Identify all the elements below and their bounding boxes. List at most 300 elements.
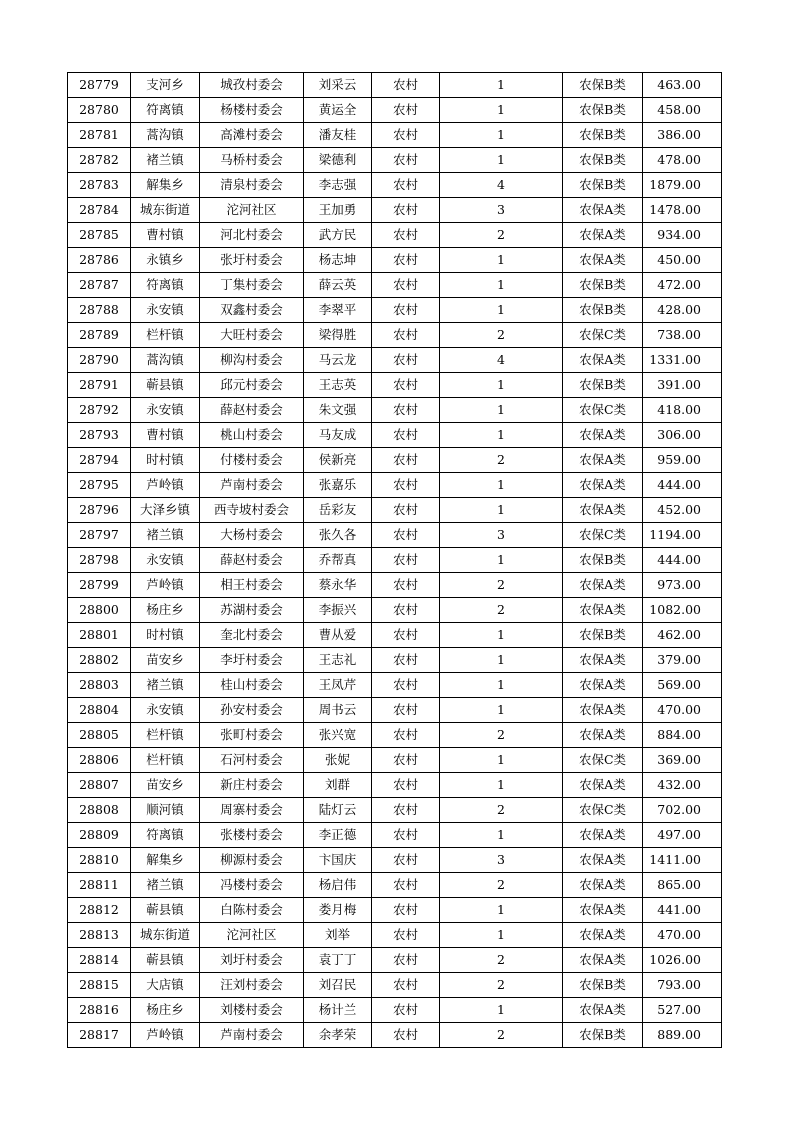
insurance-category-cell: 农保A类 [563, 873, 643, 898]
village-committee-cell: 清泉村委会 [200, 173, 304, 198]
area-type-cell: 农村 [372, 248, 440, 273]
township-cell: 永安镇 [131, 398, 200, 423]
table-row [68, 923, 722, 948]
person-name-cell: 梁得胜 [304, 323, 372, 348]
amount-cell: 527.00 [643, 998, 722, 1023]
table-row [68, 698, 722, 723]
record-id-cell: 28811 [68, 873, 131, 898]
township-cell: 栏杆镇 [131, 748, 200, 773]
amount-cell: 386.00 [643, 123, 722, 148]
area-type-cell: 农村 [372, 898, 440, 923]
person-name-cell: 刘群 [304, 773, 372, 798]
record-id-cell: 28816 [68, 998, 131, 1023]
person-name-cell: 张嘉乐 [304, 473, 372, 498]
amount-cell: 391.00 [643, 373, 722, 398]
village-committee-cell: 大旺村委会 [200, 323, 304, 348]
area-type-cell: 农村 [372, 123, 440, 148]
village-committee-cell: 双鑫村委会 [200, 298, 304, 323]
record-id-cell: 28799 [68, 573, 131, 598]
amount-cell: 1026.00 [643, 948, 722, 973]
amount-cell: 1411.00 [643, 848, 722, 873]
area-type-cell: 农村 [372, 598, 440, 623]
insurance-category-cell: 农保A类 [563, 648, 643, 673]
amount-cell: 306.00 [643, 423, 722, 448]
area-type-cell: 农村 [372, 498, 440, 523]
amount-cell: 1478.00 [643, 198, 722, 223]
insurance-category-cell: 农保B类 [563, 373, 643, 398]
amount-cell: 458.00 [643, 98, 722, 123]
village-committee-cell: 西寺坡村委会 [200, 498, 304, 523]
household-count-cell: 2 [440, 723, 563, 748]
area-type-cell: 农村 [372, 998, 440, 1023]
area-type-cell: 农村 [372, 673, 440, 698]
table-row [68, 648, 722, 673]
village-committee-cell: 刘楼村委会 [200, 998, 304, 1023]
person-name-cell: 武方民 [304, 223, 372, 248]
person-name-cell: 蔡永华 [304, 573, 372, 598]
village-committee-cell: 桃山村委会 [200, 423, 304, 448]
person-name-cell: 岳彩友 [304, 498, 372, 523]
township-cell: 蕲县镇 [131, 373, 200, 398]
household-count-cell: 2 [440, 448, 563, 473]
insurance-category-cell: 农保A类 [563, 723, 643, 748]
record-id-cell: 28802 [68, 648, 131, 673]
table-row [68, 873, 722, 898]
insurance-category-cell: 农保C类 [563, 398, 643, 423]
township-cell: 蒿沟镇 [131, 123, 200, 148]
table-row [68, 98, 722, 123]
amount-cell: 444.00 [643, 473, 722, 498]
table-row [68, 848, 722, 873]
record-id-cell: 28780 [68, 98, 131, 123]
amount-cell: 865.00 [643, 873, 722, 898]
amount-cell: 463.00 [643, 73, 722, 98]
household-count-cell: 1 [440, 773, 563, 798]
village-committee-cell: 芦南村委会 [200, 1023, 304, 1048]
record-id-cell: 28779 [68, 73, 131, 98]
person-name-cell: 潘友桂 [304, 123, 372, 148]
table-row [68, 748, 722, 773]
record-id-cell: 28817 [68, 1023, 131, 1048]
table-row [68, 223, 722, 248]
village-committee-cell: 苏湖村委会 [200, 598, 304, 623]
person-name-cell: 娄月梅 [304, 898, 372, 923]
person-name-cell: 杨志坤 [304, 248, 372, 273]
household-count-cell: 2 [440, 323, 563, 348]
insurance-category-cell: 农保A类 [563, 948, 643, 973]
person-name-cell: 刘采云 [304, 73, 372, 98]
amount-cell: 450.00 [643, 248, 722, 273]
insurance-category-cell: 农保C类 [563, 798, 643, 823]
record-id-cell: 28797 [68, 523, 131, 548]
insurance-category-cell: 农保A类 [563, 673, 643, 698]
table-row [68, 323, 722, 348]
record-id-cell: 28781 [68, 123, 131, 148]
table-row [68, 198, 722, 223]
area-type-cell: 农村 [372, 448, 440, 473]
table-row [68, 123, 722, 148]
amount-cell: 441.00 [643, 898, 722, 923]
township-cell: 褚兰镇 [131, 523, 200, 548]
household-count-cell: 3 [440, 848, 563, 873]
table-row [68, 798, 722, 823]
record-id-cell: 28806 [68, 748, 131, 773]
insurance-category-cell: 农保B类 [563, 173, 643, 198]
amount-cell: 428.00 [643, 298, 722, 323]
insurance-category-cell: 农保B类 [563, 73, 643, 98]
township-cell: 曹村镇 [131, 423, 200, 448]
village-committee-cell: 石河村委会 [200, 748, 304, 773]
village-committee-cell: 李圩村委会 [200, 648, 304, 673]
insurance-category-cell: 农保B类 [563, 98, 643, 123]
person-name-cell: 梁德利 [304, 148, 372, 173]
record-id-cell: 28794 [68, 448, 131, 473]
household-count-cell: 1 [440, 498, 563, 523]
amount-cell: 934.00 [643, 223, 722, 248]
insurance-category-cell: 农保A类 [563, 498, 643, 523]
insurance-category-cell: 农保B类 [563, 273, 643, 298]
record-id-cell: 28796 [68, 498, 131, 523]
township-cell: 符离镇 [131, 98, 200, 123]
table-row [68, 548, 722, 573]
table-row [68, 473, 722, 498]
village-committee-cell: 城孜村委会 [200, 73, 304, 98]
township-cell: 永安镇 [131, 698, 200, 723]
amount-cell: 702.00 [643, 798, 722, 823]
village-committee-cell: 邱元村委会 [200, 373, 304, 398]
record-id-cell: 28785 [68, 223, 131, 248]
record-id-cell: 28786 [68, 248, 131, 273]
record-id-cell: 28815 [68, 973, 131, 998]
village-committee-cell: 付楼村委会 [200, 448, 304, 473]
area-type-cell: 农村 [372, 648, 440, 673]
amount-cell: 418.00 [643, 398, 722, 423]
household-count-cell: 2 [440, 948, 563, 973]
household-count-cell: 1 [440, 648, 563, 673]
table-body [68, 73, 722, 1048]
table-row [68, 998, 722, 1023]
person-name-cell: 王凤芹 [304, 673, 372, 698]
area-type-cell: 农村 [372, 973, 440, 998]
person-name-cell: 薛云英 [304, 273, 372, 298]
village-committee-cell: 桂山村委会 [200, 673, 304, 698]
township-cell: 永安镇 [131, 548, 200, 573]
household-count-cell: 1 [440, 148, 563, 173]
village-committee-cell: 大杨村委会 [200, 523, 304, 548]
village-committee-cell: 新庄村委会 [200, 773, 304, 798]
insurance-category-cell: 农保A类 [563, 773, 643, 798]
insurance-category-cell: 农保A类 [563, 248, 643, 273]
area-type-cell: 农村 [372, 98, 440, 123]
household-count-cell: 3 [440, 523, 563, 548]
person-name-cell: 周书云 [304, 698, 372, 723]
village-committee-cell: 白陈村委会 [200, 898, 304, 923]
table-row [68, 423, 722, 448]
area-type-cell: 农村 [372, 323, 440, 348]
record-id-cell: 28803 [68, 673, 131, 698]
amount-cell: 569.00 [643, 673, 722, 698]
table-row [68, 523, 722, 548]
insurance-category-cell: 农保B类 [563, 1023, 643, 1048]
table-row [68, 623, 722, 648]
area-type-cell: 农村 [372, 848, 440, 873]
township-cell: 蒿沟镇 [131, 348, 200, 373]
insurance-category-cell: 农保A类 [563, 473, 643, 498]
household-count-cell: 1 [440, 298, 563, 323]
household-count-cell: 1 [440, 98, 563, 123]
amount-cell: 793.00 [643, 973, 722, 998]
township-cell: 苗安乡 [131, 773, 200, 798]
village-committee-cell: 沱河社区 [200, 923, 304, 948]
insurance-category-cell: 农保A类 [563, 998, 643, 1023]
area-type-cell: 农村 [372, 198, 440, 223]
insurance-category-cell: 农保A类 [563, 423, 643, 448]
person-name-cell: 袁丁丁 [304, 948, 372, 973]
table-row [68, 173, 722, 198]
insurance-category-cell: 农保B类 [563, 123, 643, 148]
insurance-category-cell: 农保A类 [563, 823, 643, 848]
household-count-cell: 4 [440, 173, 563, 198]
record-id-cell: 28808 [68, 798, 131, 823]
area-type-cell: 农村 [372, 623, 440, 648]
village-committee-cell: 河北村委会 [200, 223, 304, 248]
insurance-category-cell: 农保A类 [563, 573, 643, 598]
table-row [68, 148, 722, 173]
area-type-cell: 农村 [372, 348, 440, 373]
township-cell: 永镇乡 [131, 248, 200, 273]
person-name-cell: 王加勇 [304, 198, 372, 223]
record-id-cell: 28788 [68, 298, 131, 323]
township-cell: 时村镇 [131, 448, 200, 473]
amount-cell: 470.00 [643, 923, 722, 948]
insurance-category-cell: 农保A类 [563, 598, 643, 623]
insurance-category-cell: 农保A类 [563, 348, 643, 373]
area-type-cell: 农村 [372, 923, 440, 948]
household-count-cell: 1 [440, 748, 563, 773]
township-cell: 大店镇 [131, 973, 200, 998]
township-cell: 城东街道 [131, 923, 200, 948]
household-count-cell: 3 [440, 198, 563, 223]
township-cell: 时村镇 [131, 623, 200, 648]
amount-cell: 444.00 [643, 548, 722, 573]
household-count-cell: 1 [440, 273, 563, 298]
insurance-category-cell: 农保A类 [563, 898, 643, 923]
household-count-cell: 1 [440, 623, 563, 648]
record-id-cell: 28800 [68, 598, 131, 623]
person-name-cell: 马友成 [304, 423, 372, 448]
village-committee-cell: 奎北村委会 [200, 623, 304, 648]
township-cell: 顺河镇 [131, 798, 200, 823]
table-row [68, 398, 722, 423]
person-name-cell: 杨计兰 [304, 998, 372, 1023]
area-type-cell: 农村 [372, 548, 440, 573]
record-id-cell: 28782 [68, 148, 131, 173]
area-type-cell: 农村 [372, 423, 440, 448]
person-name-cell: 刘举 [304, 923, 372, 948]
village-committee-cell: 杨楼村委会 [200, 98, 304, 123]
village-committee-cell: 芦南村委会 [200, 473, 304, 498]
village-committee-cell: 汪刘村委会 [200, 973, 304, 998]
township-cell: 褚兰镇 [131, 148, 200, 173]
table-row [68, 273, 722, 298]
person-name-cell: 朱文强 [304, 398, 372, 423]
area-type-cell: 农村 [372, 298, 440, 323]
person-name-cell: 李正德 [304, 823, 372, 848]
village-committee-cell: 柳源村委会 [200, 848, 304, 873]
amount-cell: 472.00 [643, 273, 722, 298]
person-name-cell: 侯新亮 [304, 448, 372, 473]
village-committee-cell: 沱河社区 [200, 198, 304, 223]
table-row [68, 248, 722, 273]
village-committee-cell: 冯楼村委会 [200, 873, 304, 898]
amount-cell: 884.00 [643, 723, 722, 748]
record-id-cell: 28790 [68, 348, 131, 373]
amount-cell: 497.00 [643, 823, 722, 848]
record-id-cell: 28787 [68, 273, 131, 298]
household-count-cell: 1 [440, 998, 563, 1023]
person-name-cell: 李志强 [304, 173, 372, 198]
person-name-cell: 李翠平 [304, 298, 372, 323]
township-cell: 解集乡 [131, 173, 200, 198]
township-cell: 大泽乡镇 [131, 498, 200, 523]
township-cell: 永安镇 [131, 298, 200, 323]
amount-cell: 889.00 [643, 1023, 722, 1048]
township-cell: 褚兰镇 [131, 873, 200, 898]
township-cell: 杨庄乡 [131, 598, 200, 623]
area-type-cell: 农村 [372, 573, 440, 598]
township-cell: 符离镇 [131, 823, 200, 848]
record-id-cell: 28812 [68, 898, 131, 923]
record-id-cell: 28798 [68, 548, 131, 573]
household-count-cell: 1 [440, 73, 563, 98]
record-id-cell: 28783 [68, 173, 131, 198]
township-cell: 褚兰镇 [131, 673, 200, 698]
table-row [68, 773, 722, 798]
table-row [68, 823, 722, 848]
township-cell: 解集乡 [131, 848, 200, 873]
area-type-cell: 农村 [372, 373, 440, 398]
township-cell: 符离镇 [131, 273, 200, 298]
village-committee-cell: 薛赵村委会 [200, 548, 304, 573]
record-id-cell: 28809 [68, 823, 131, 848]
record-id-cell: 28789 [68, 323, 131, 348]
household-count-cell: 1 [440, 373, 563, 398]
amount-cell: 1082.00 [643, 598, 722, 623]
township-cell: 蕲县镇 [131, 948, 200, 973]
area-type-cell: 农村 [372, 948, 440, 973]
table-row [68, 973, 722, 998]
record-id-cell: 28804 [68, 698, 131, 723]
household-count-cell: 1 [440, 823, 563, 848]
insurance-category-cell: 农保B类 [563, 298, 643, 323]
table-row [68, 348, 722, 373]
amount-cell: 470.00 [643, 698, 722, 723]
township-cell: 苗安乡 [131, 648, 200, 673]
household-count-cell: 1 [440, 123, 563, 148]
record-id-cell: 28814 [68, 948, 131, 973]
record-id-cell: 28795 [68, 473, 131, 498]
insurance-category-cell: 农保B类 [563, 148, 643, 173]
area-type-cell: 农村 [372, 773, 440, 798]
household-count-cell: 2 [440, 223, 563, 248]
insurance-category-cell: 农保A类 [563, 923, 643, 948]
person-name-cell: 曹从爱 [304, 623, 372, 648]
table-row [68, 598, 722, 623]
area-type-cell: 农村 [372, 698, 440, 723]
village-committee-cell: 周寨村委会 [200, 798, 304, 823]
table-row [68, 948, 722, 973]
area-type-cell: 农村 [372, 398, 440, 423]
area-type-cell: 农村 [372, 73, 440, 98]
household-count-cell: 4 [440, 348, 563, 373]
amount-cell: 452.00 [643, 498, 722, 523]
table-row [68, 298, 722, 323]
village-committee-cell: 马桥村委会 [200, 148, 304, 173]
record-id-cell: 28805 [68, 723, 131, 748]
household-count-cell: 2 [440, 873, 563, 898]
village-committee-cell: 张楼村委会 [200, 823, 304, 848]
person-name-cell: 乔帮真 [304, 548, 372, 573]
table-row [68, 573, 722, 598]
village-committee-cell: 张圩村委会 [200, 248, 304, 273]
village-committee-cell: 高滩村委会 [200, 123, 304, 148]
area-type-cell: 农村 [372, 523, 440, 548]
person-name-cell: 马云龙 [304, 348, 372, 373]
household-count-cell: 1 [440, 548, 563, 573]
area-type-cell: 农村 [372, 473, 440, 498]
township-cell: 城东街道 [131, 198, 200, 223]
amount-cell: 462.00 [643, 623, 722, 648]
township-cell: 芦岭镇 [131, 1023, 200, 1048]
village-committee-cell: 相王村委会 [200, 573, 304, 598]
township-cell: 杨庄乡 [131, 998, 200, 1023]
person-name-cell: 张妮 [304, 748, 372, 773]
household-count-cell: 1 [440, 673, 563, 698]
area-type-cell: 农村 [372, 273, 440, 298]
insurance-category-cell: 农保A类 [563, 223, 643, 248]
amount-cell: 432.00 [643, 773, 722, 798]
insurance-category-cell: 农保C类 [563, 523, 643, 548]
township-cell: 栏杆镇 [131, 723, 200, 748]
amount-cell: 973.00 [643, 573, 722, 598]
record-id-cell: 28791 [68, 373, 131, 398]
person-name-cell: 李振兴 [304, 598, 372, 623]
area-type-cell: 农村 [372, 1023, 440, 1048]
area-type-cell: 农村 [372, 148, 440, 173]
insurance-category-cell: 农保B类 [563, 973, 643, 998]
village-committee-cell: 张町村委会 [200, 723, 304, 748]
village-committee-cell: 孙安村委会 [200, 698, 304, 723]
township-cell: 栏杆镇 [131, 323, 200, 348]
table-row [68, 73, 722, 98]
amount-cell: 1331.00 [643, 348, 722, 373]
table-row [68, 898, 722, 923]
table-row [68, 723, 722, 748]
area-type-cell: 农村 [372, 748, 440, 773]
household-count-cell: 2 [440, 973, 563, 998]
person-name-cell: 余孝荣 [304, 1023, 372, 1048]
table-row [68, 1023, 722, 1048]
amount-cell: 478.00 [643, 148, 722, 173]
household-count-cell: 2 [440, 798, 563, 823]
record-id-cell: 28792 [68, 398, 131, 423]
person-name-cell: 刘召民 [304, 973, 372, 998]
household-count-cell: 1 [440, 698, 563, 723]
insurance-category-cell: 农保C类 [563, 323, 643, 348]
amount-cell: 1879.00 [643, 173, 722, 198]
household-count-cell: 1 [440, 423, 563, 448]
area-type-cell: 农村 [372, 223, 440, 248]
